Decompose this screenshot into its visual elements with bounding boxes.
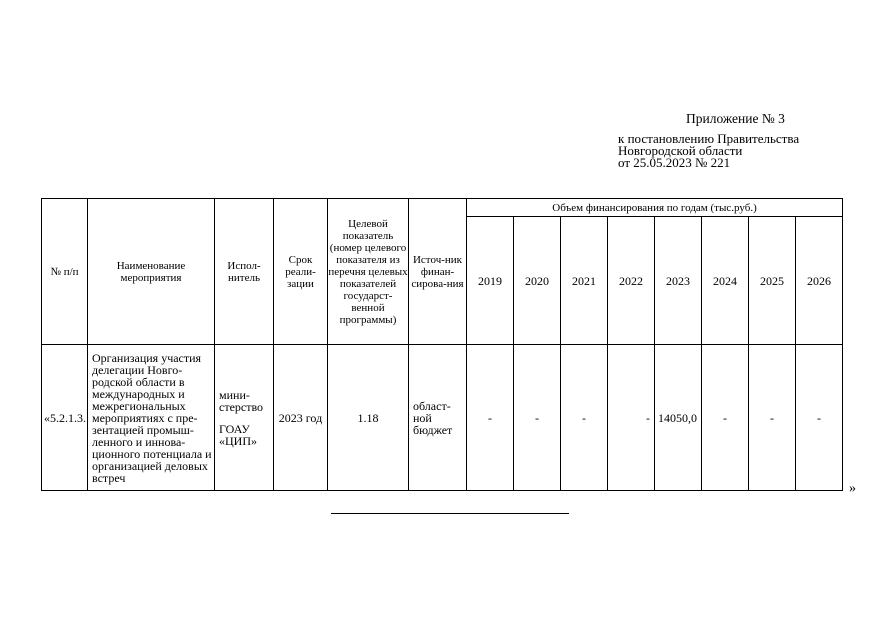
row-executor-agency: ГОАУ «ЦИП» bbox=[219, 421, 257, 448]
row-value-2024: - bbox=[702, 345, 749, 491]
header-year: 2019 bbox=[467, 217, 514, 345]
footer-divider bbox=[331, 513, 569, 514]
header-source: Источ-ник финан-сирова-ния bbox=[409, 199, 467, 345]
row-value-2025: - bbox=[749, 345, 796, 491]
table-row bbox=[42, 345, 843, 491]
header-funding-group: Объем финансирования по годам (тыс.руб.) bbox=[467, 199, 843, 217]
header-indicator: Целевой показатель (номер целевого показателя из перечня целевых показателей государст-венной программы) bbox=[328, 199, 409, 345]
resolution-line: к постановлению Правительства bbox=[618, 131, 800, 146]
row-value-2020: - bbox=[514, 345, 561, 491]
header-year: 2022 bbox=[608, 217, 655, 345]
header-name: Наименование мероприятия bbox=[88, 199, 215, 345]
row-value-2023: 14050,0 bbox=[655, 345, 702, 491]
row-term: 2023 год bbox=[274, 345, 328, 491]
row-name: Организация участия делегации Новго-родской области в международных и межрегиональных мероприятиях с пре-зентацией промыш-ленного и иннова-ционного потенциала и организацией деловых встреч bbox=[88, 345, 215, 491]
region-line: Новгородской области bbox=[618, 143, 743, 158]
row-executor bbox=[215, 345, 274, 491]
header-executor: Испол-нитель bbox=[215, 199, 274, 345]
funding-table bbox=[41, 198, 843, 491]
row-value-2019: - bbox=[467, 345, 514, 491]
closing-quote: » bbox=[849, 481, 856, 496]
header-num: № п/п bbox=[42, 199, 88, 345]
row-executor-ministry: мини-стерство bbox=[219, 387, 264, 414]
header-year: 2024 bbox=[702, 217, 749, 345]
row-indicator: 1.18 bbox=[328, 345, 409, 491]
date-number-line: от 25.05.2023 № 221 bbox=[618, 155, 731, 170]
row-value-2021: - bbox=[561, 345, 608, 491]
row-source: област-ной бюджет bbox=[409, 345, 467, 491]
header-year: 2020 bbox=[514, 217, 561, 345]
header-year: 2023 bbox=[655, 217, 702, 345]
row-value-2026: - bbox=[796, 345, 843, 491]
appendix-title: Приложение № 3 bbox=[686, 111, 785, 126]
row-value-2022: - bbox=[608, 345, 655, 491]
header-year: 2021 bbox=[561, 217, 608, 345]
header-year: 2026 bbox=[796, 217, 843, 345]
header-row bbox=[42, 199, 843, 217]
header-year: 2025 bbox=[749, 217, 796, 345]
header-term: Срок реали-зации bbox=[274, 199, 328, 345]
row-num: «5.2.1.3. bbox=[42, 345, 88, 491]
document-header bbox=[618, 113, 888, 169]
